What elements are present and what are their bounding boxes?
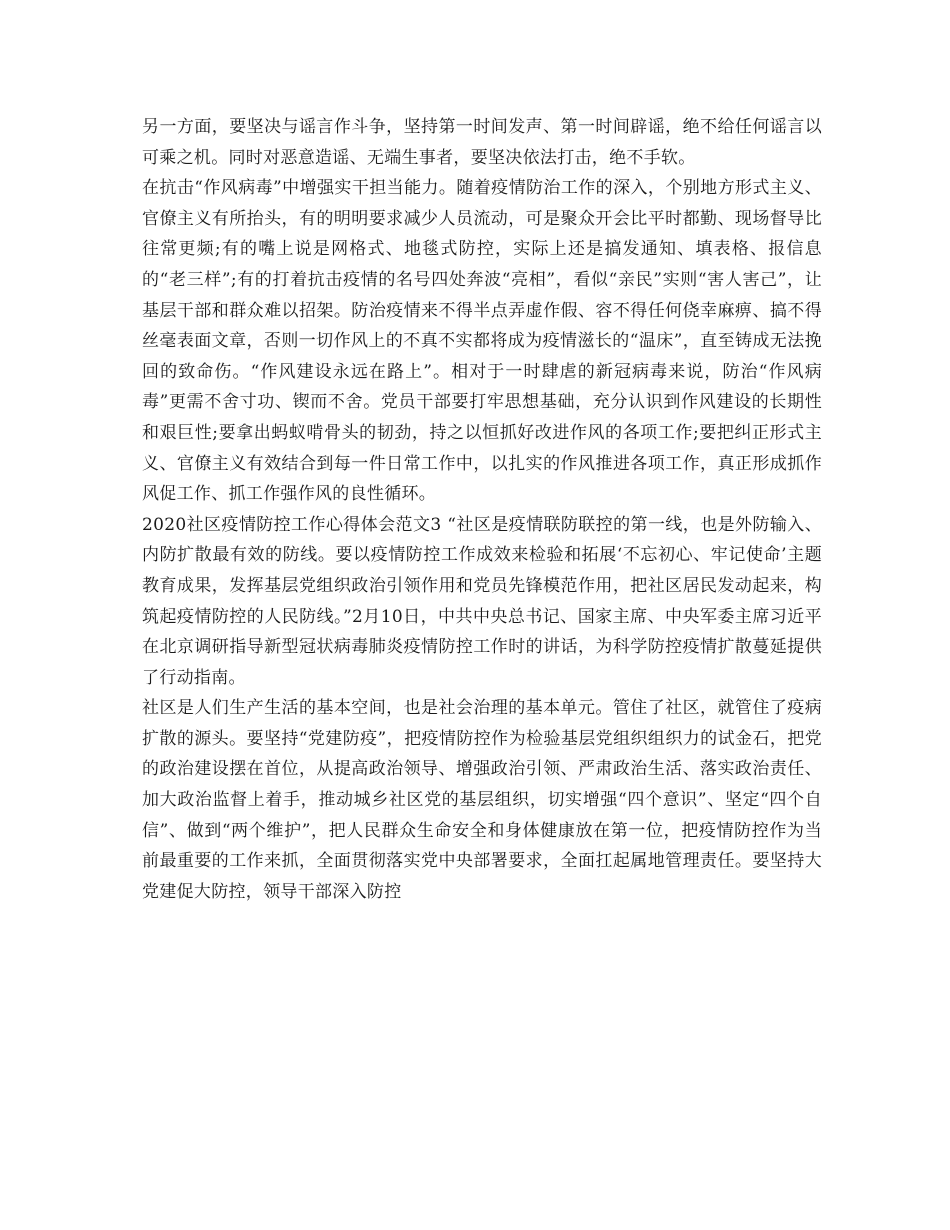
paragraph: 在抗击“作风病毒”中增强实干担当能力。随着疫情防治工作的深入，个别地方形式主义、官僚主义有所抬头，有的明明要求减少人员流动，可是聚众开会比平时都勤、现场督导比往常更频;有的嘴上说是网格式、地毯式防控，实际上还是搞发通知、填表格、报信息的“老三样”;有的打着抗击疫情的名号四处奔波“亮相”，看似“亲民”实则“害人害己”，让基层干部和群众难以招架。防治疫情来不得半点弄虚作假、容不得任何侥幸麻痹、搞不得丝毫表面文章，否则一切作风上的不真不实都将成为疫情滋长的“温床”，直至铸成无法挽回的致命伤。“作风建设永远在路上”。相对于一时肆虐的新冠病毒来说，防治“作风病毒”更需不舍寸功、锲而不舍。党员干部要打牢思想基础，充分认识到作风建设的长期性和艰巨性;要拿出蚂蚁啃骨头的韧劲，持之以恒抓好改进作风的各项工作;要把纠正形式主义、官僚主义有效结合到每一件日常工作中，以扎实的作风推进各项工作，真正形成抓作风促工作、抓工作强作风的良性循环。 — [142, 178, 822, 505]
paragraph: 另一方面，要坚决与谣言作斗争，坚持第一时间发声、第一时间辟谣，绝不给任何谣言以可乘之机。同时对恶意造谣、无端生事者，要坚决依法打击，绝不手软。 — [142, 117, 822, 168]
paragraph: 社区是人们生产生活的基本空间，也是社会治理的基本单元。管住了社区，就管住了疫病扩散的源头。要坚持“党建防疫”，把疫情防控作为检验基层党组织组织力的试金石，把党的政治建设摆在首位，从提高政治领导、增强政治引领、严肃政治生活、落实政治责任、加大政治监督上着手，推动城乡社区党的基层组织，切实增强“四个意识”、坚定“四个自信”、做到“两个维护”，把人民群众生命安全和身体健康放在第一位，把疫情防控作为当前最重要的工作来抓，全面贯彻落实党中央部署要求，全面扛起属地管理责任。要坚持大党建促大防控，领导干部深入防控 — [142, 698, 822, 902]
paragraph: 2020社区疫情防控工作心得体会范文3 “社区是疫情联防联控的第一线，也是外防输入、内防扩散最有效的防线。要以疫情防控工作成效来检验和拓展‘不忘初心、牢记使命’主题教育成果，发挥基层党组织政治引领作用和党员先锋模范作用，把社区居民发动起来，构筑起疫情防控的人民防线。”2月10日，中共中央总书记、国家主席、中央军委主席习近平在北京调研指导新型冠状病毒肺炎疫情防控工作时的讲话，为科学防控疫情扩散蔓延提供了行动指南。 — [142, 514, 822, 688]
document-body — [142, 112, 822, 907]
